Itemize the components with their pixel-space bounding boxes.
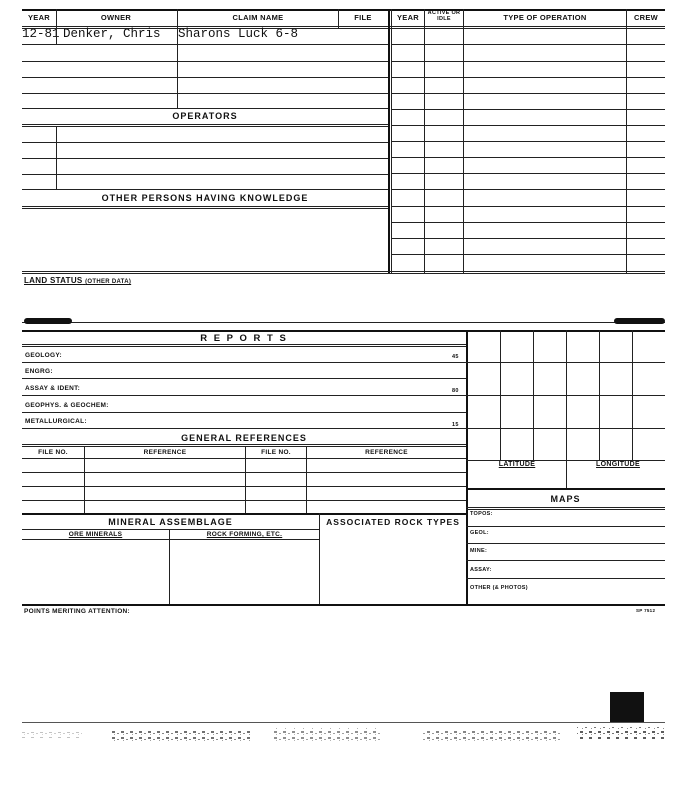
scan-noise-band <box>22 724 667 764</box>
header-active-or-idle: ACTIVE OR IDLE <box>427 10 461 22</box>
ref-reference-1: REFERENCE <box>143 449 187 456</box>
land-status-label: LAND STATUS (OTHER DATA) <box>24 276 132 285</box>
form-number: SP 7512 <box>636 608 656 613</box>
report-metallurgical-num: 15 <box>452 422 459 428</box>
header-type-of-operation: TYPE OF OPERATION <box>503 13 587 22</box>
right-tab-mark <box>614 318 665 324</box>
ref-file-no-2: FILE NO. <box>261 449 291 456</box>
maps-assay-label: ASSAY: <box>470 567 492 573</box>
maps-other-label: OTHER (& PHOTOS) <box>470 585 528 591</box>
report-geology-num: 45 <box>452 354 459 360</box>
report-assay-num: 80 <box>452 388 459 394</box>
entry-claim-name: Sharons Luck 6-8 <box>178 27 299 41</box>
reports-heading: R E P O R T S <box>200 333 288 344</box>
general-references-heading: GENERAL REFERENCES <box>181 433 307 443</box>
report-geophys-label: GEOPHYS. & GEOCHEM: <box>25 402 109 409</box>
registration-mark <box>610 692 644 722</box>
entry-year: 12-81 <box>22 27 60 41</box>
rock-forming-header: ROCK FORMING, ETC. <box>206 531 283 538</box>
report-metallurgical-label: METALLURGICAL: <box>25 418 87 425</box>
report-assay-label: ASSAY & IDENT: <box>25 385 81 392</box>
ref-reference-2: REFERENCE <box>365 449 408 456</box>
header-crew: CREW <box>633 13 659 22</box>
header-year: YEAR <box>27 13 51 22</box>
operators-heading: OPERATORS <box>172 111 238 121</box>
left-tab-mark <box>24 318 72 324</box>
bottom-scan-line <box>22 722 665 723</box>
mineral-assemblage-heading: MINERAL ASSEMBLAGE <box>108 517 233 527</box>
ref-file-no-1: FILE NO. <box>38 449 68 456</box>
maps-heading: MAPS <box>550 494 581 504</box>
report-engrg-label: ENGRG: <box>25 368 53 375</box>
points-meriting-label: POINTS MERITING ATTENTION: <box>24 608 131 615</box>
header-file: FILE <box>354 13 372 22</box>
maps-geol-label: GEOL: <box>470 530 489 536</box>
header-owner: OWNER <box>100 13 132 22</box>
header-claim-name: CLAIM NAME <box>232 13 284 22</box>
longitude-label: LONGITUDE <box>596 461 640 468</box>
entry-owner: Denker, Chris <box>63 27 161 41</box>
associated-rock-types-heading: ASSOCIATED ROCK TYPES <box>326 517 460 527</box>
header-year-right: YEAR <box>396 13 420 22</box>
top-border <box>22 9 665 11</box>
latitude-label: LATITUDE <box>498 461 536 468</box>
maps-mine-label: MINE: <box>470 548 488 554</box>
report-geology-label: GEOLOGY: <box>25 352 62 359</box>
other-persons-heading: OTHER PERSONS HAVING KNOWLEDGE <box>101 193 309 203</box>
maps-topos-label: TOPOS: <box>470 511 493 517</box>
ore-minerals-header: ORE MINERALS <box>68 531 123 538</box>
separator-line <box>22 322 665 323</box>
